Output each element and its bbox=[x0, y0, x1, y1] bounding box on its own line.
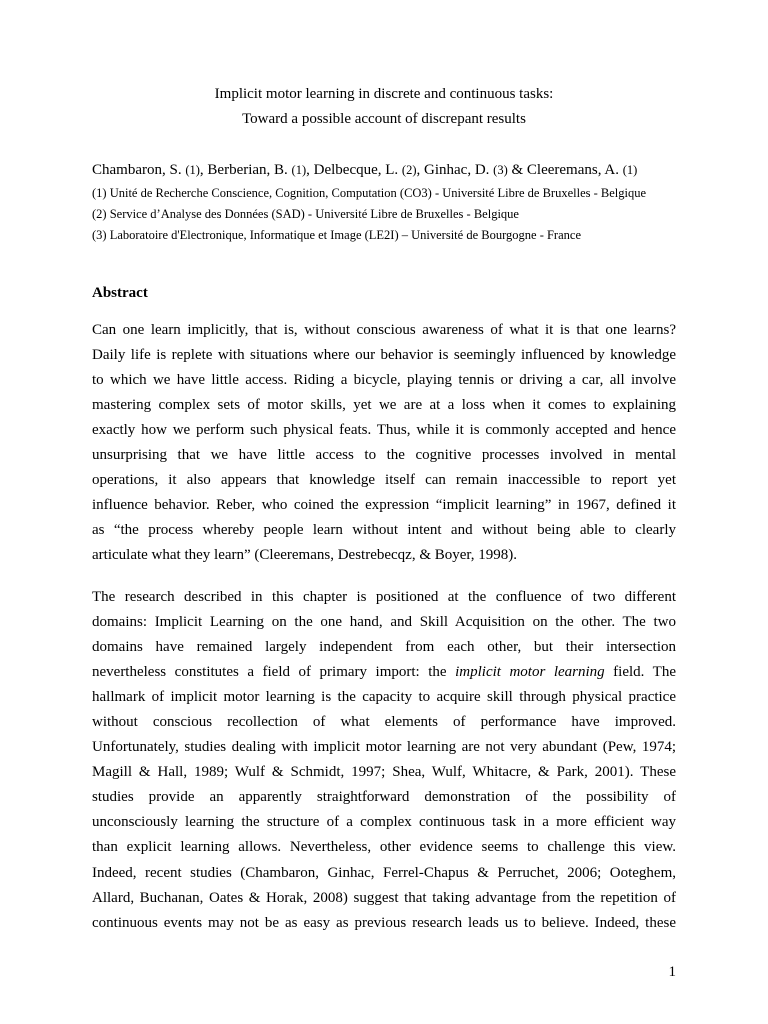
author-affiliation-marker: (1) bbox=[185, 162, 200, 177]
affiliation-line: (1) Unité de Recherche Conscience, Cognition, Computation (CO3) - Université Libre de Bruxelles - Belgique bbox=[92, 186, 647, 200]
author-name: Cleeremans, A. bbox=[526, 161, 619, 178]
author-name: Berberian, B. bbox=[207, 161, 288, 178]
author-affiliation-marker: (3) bbox=[493, 162, 508, 177]
paragraph-line: Allard, Buchanan, Oates & Horak, 2008) suggest that taking advantage from the repetition of bbox=[92, 889, 676, 906]
line-text: field. The bbox=[604, 663, 676, 680]
paragraph-line: studies provide an apparently straightforward demonstration of the possibility of bbox=[92, 789, 676, 806]
paragraph-line: exactly how we perform such physical feats. Thus, while it is commonly accepted and hence bbox=[92, 421, 676, 438]
paragraph-line: hallmark of implicit motor learning is the capacity to acquire skill through physical practice bbox=[92, 688, 676, 705]
affiliation-list bbox=[92, 183, 676, 246]
page-number: 1 bbox=[668, 964, 676, 980]
paragraph-line: continuous events may not be as easy as previous research leads us to believe. Indeed, these bbox=[92, 914, 676, 931]
paragraph-line: Indeed, recent studies (Chambaron, Ginhac, Ferrel-Chapus & Perruchet, 2006; Ooteghem, bbox=[92, 864, 676, 881]
paragraph-line: domains: Implicit Learning on the one hand, and Skill Acquisition on the other. The two bbox=[92, 613, 676, 630]
paragraph-line: unsurprising that we have little access to the cognitive processes involved in mental bbox=[92, 446, 676, 463]
author-affiliation-marker: (2) bbox=[401, 162, 417, 177]
affiliation-line: (2) Service d’Analyse des Données (SAD) - Université Libre de Bruxelles - Belgique bbox=[92, 207, 519, 221]
line-text: nevertheless constitutes a field of primary import: the bbox=[92, 663, 456, 680]
author-list bbox=[92, 158, 676, 183]
paragraph-line: to which we have little access. Riding a bicycle, playing tennis or driving a car, all involve bbox=[92, 371, 676, 388]
paragraph-line: domains have remained largely independent from each other, but their intersection bbox=[92, 638, 676, 655]
author-name: Chambaron, S. bbox=[92, 161, 182, 178]
paragraph-line: operations, it also appears that knowledge itself can remain inaccessible to report yet bbox=[92, 472, 676, 489]
affiliation-line: (3) Laboratoire d'Electronique, Informatique et Image (LE2I) – Université de Bourgogne - France bbox=[92, 228, 581, 242]
title-line-2: Toward a possible account of discrepant results bbox=[242, 110, 526, 127]
paragraph-line: Magill & Hall, 1989; Wulf & Schmidt, 1997; Shea, Wulf, Whitacre, & Park, 2001). These bbox=[92, 764, 676, 781]
paragraph bbox=[92, 318, 676, 569]
paragraph-line: The research described in this chapter is positioned at the confluence of two different bbox=[92, 588, 676, 605]
paragraph-line: Can one learn implicitly, that is, without conscious awareness of what it is that one learns? bbox=[92, 321, 676, 338]
section-heading-abstract: Abstract bbox=[92, 284, 148, 301]
title-line-1: Implicit motor learning in discrete and continuous tasks: bbox=[214, 85, 554, 102]
paragraph-line: unconsciously learning the structure of a complex continuous task in a more efficient way bbox=[92, 814, 676, 831]
author-name: Ginhac, D. bbox=[424, 161, 490, 178]
author-separator: , bbox=[416, 161, 424, 178]
author-separator: , bbox=[199, 161, 208, 178]
author-name: Delbecque, L. bbox=[313, 161, 399, 178]
author-affiliation-marker: (1) bbox=[291, 162, 307, 177]
author-separator: , bbox=[306, 161, 314, 178]
paragraph-line: without conscious recollection of what elements of performance have improved. bbox=[92, 713, 676, 730]
paragraph-line: influence behavior. Reber, who coined the expression “implicit learning” in 1967, defined it bbox=[92, 497, 676, 514]
paragraph-line: Daily life is replete with situations where our behavior is seemingly influenced by knowledge bbox=[92, 346, 676, 363]
paragraph-line: as “the process whereby people learn without intent and without being able to clearly bbox=[92, 522, 676, 539]
paragraph bbox=[92, 585, 676, 936]
italic-term: implicit motor learning bbox=[455, 663, 605, 680]
paragraph-line: articulate what they learn” (Cleeremans, Destrebecqz, & Boyer, 1998). bbox=[92, 547, 518, 564]
author-affiliation-marker: (1) bbox=[622, 162, 638, 177]
paper-title bbox=[92, 82, 676, 132]
paragraph-line: than explicit learning allows. Nevertheless, other evidence seems to challenge this view. bbox=[92, 839, 676, 856]
paragraph-line: mastering complex sets of motor skills, yet we are at a loss when it comes to explaining bbox=[92, 396, 676, 413]
paragraph-line bbox=[92, 660, 676, 685]
author-separator: & bbox=[507, 161, 527, 178]
paragraph-line: Unfortunately, studies dealing with implicit motor learning are not very abundant (Pew, 1974; bbox=[92, 739, 676, 756]
